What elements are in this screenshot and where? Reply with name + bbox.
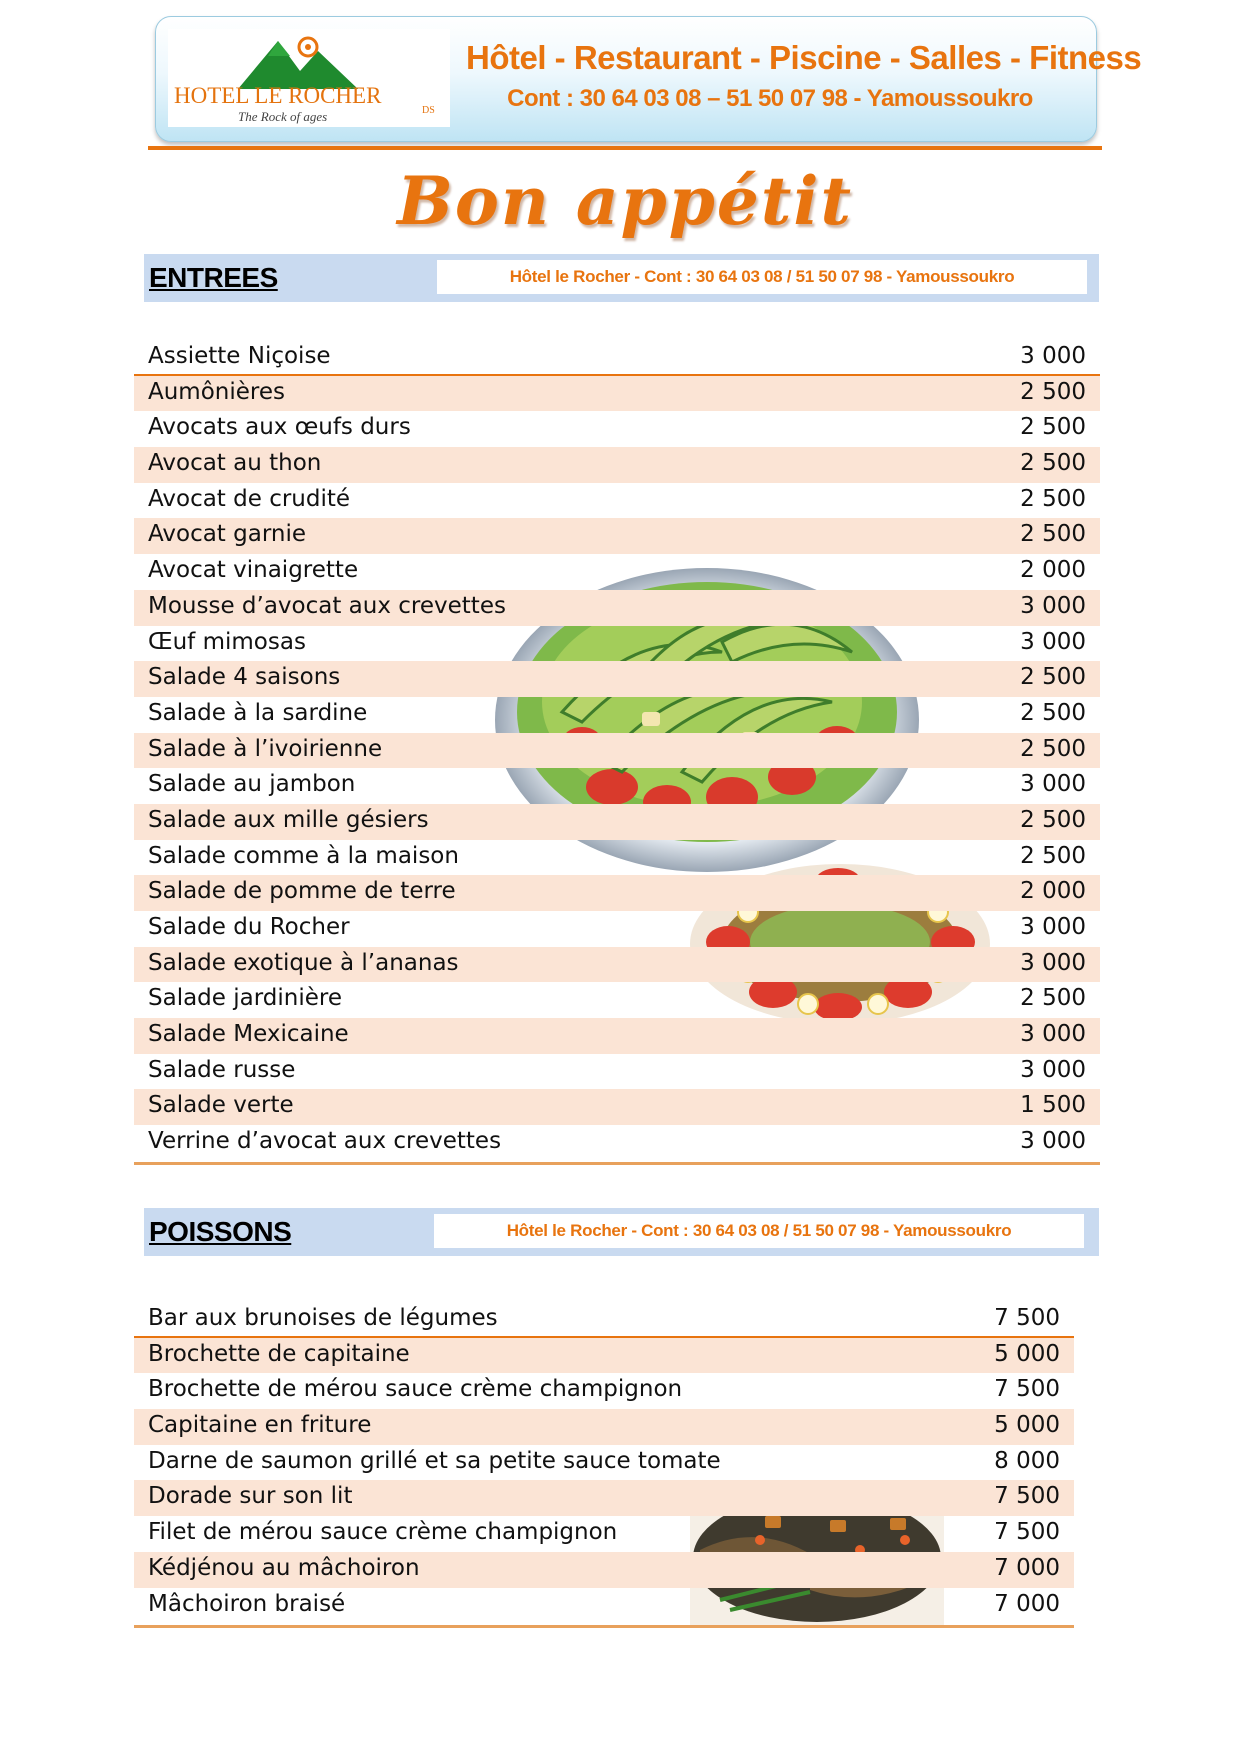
- item-name: Brochette de mérou sauce crème champignon: [148, 1376, 683, 1403]
- item-name: Salade aux mille gésiers: [148, 806, 429, 833]
- contact-line: Cont : 30 64 03 08 – 51 50 07 98 - Yamoussoukro: [507, 85, 1033, 112]
- item-price: 3 000: [1020, 1056, 1086, 1083]
- item-price: 7 500: [994, 1305, 1060, 1331]
- list-item: [134, 1516, 1074, 1552]
- list-item: [134, 1588, 1074, 1624]
- entrees-bottom-rule: [134, 1162, 1100, 1165]
- list-item: [134, 626, 1100, 662]
- logo-tagline: The Rock of ages: [238, 109, 328, 124]
- list-item: [134, 411, 1100, 447]
- item-price: 2 500: [1020, 378, 1086, 405]
- item-price: 2 500: [1020, 450, 1086, 477]
- item-price: 2 500: [1020, 664, 1086, 691]
- list-item: [134, 447, 1100, 483]
- item-price: 2 500: [1020, 806, 1086, 833]
- list-item: [134, 875, 1100, 911]
- logo-suffix: DS: [422, 105, 435, 116]
- item-name: Bar aux brunoises de légumes: [148, 1305, 498, 1331]
- item-name: Verrine d’avocat aux crevettes: [148, 1128, 502, 1155]
- item-price: 3 000: [1020, 771, 1086, 798]
- item-price: 3 000: [1020, 628, 1086, 655]
- item-name: Salade verte: [148, 1092, 294, 1119]
- item-price: 3 000: [1020, 949, 1086, 976]
- list-item: [134, 1373, 1074, 1409]
- item-price: 3 000: [1020, 1128, 1086, 1155]
- item-name: Mâchoiron braisé: [148, 1590, 346, 1617]
- item-name: Salade 4 saisons: [148, 664, 341, 691]
- list-item: [134, 661, 1100, 697]
- header-banner: [155, 16, 1142, 142]
- item-price: 1 500: [1020, 1092, 1086, 1119]
- list-item: [134, 1054, 1100, 1090]
- item-name: Assiette Niçoise: [148, 343, 331, 369]
- item-name: Salade exotique à l’ananas: [148, 949, 459, 976]
- list-item: [134, 911, 1100, 947]
- item-name: Avocat de crudité: [148, 485, 351, 512]
- list-item: [134, 733, 1100, 769]
- list-item: [134, 518, 1100, 554]
- list-item: [134, 1018, 1100, 1054]
- item-name: Capitaine en friture: [148, 1412, 372, 1439]
- list-item: [134, 768, 1100, 804]
- list-item: [134, 697, 1100, 733]
- item-name: Aumônières: [148, 378, 285, 405]
- list-item: [134, 483, 1100, 519]
- item-name: Salade à l’ivoirienne: [148, 735, 383, 762]
- item-price: 8 000: [994, 1447, 1060, 1474]
- list-item: [134, 1480, 1074, 1516]
- section-header-entrees: [144, 254, 1099, 302]
- item-name: Avocats aux œufs durs: [148, 414, 411, 441]
- item-price: 2 000: [1020, 557, 1086, 584]
- item-price: 2 500: [1020, 414, 1086, 441]
- item-name: Avocat garnie: [148, 521, 307, 548]
- item-name: Salade jardinière: [148, 985, 342, 1012]
- item-price: 3 000: [1020, 592, 1086, 619]
- list-item: [134, 1125, 1100, 1161]
- list-item: [134, 1089, 1100, 1125]
- list-item: [134, 982, 1100, 1018]
- list-item: [134, 840, 1100, 876]
- item-name: Darne de saumon grillé et sa petite sauce tomate: [148, 1447, 721, 1474]
- list-item: [134, 1302, 1074, 1338]
- list-item: [134, 1338, 1074, 1374]
- list-item: [134, 1445, 1074, 1481]
- item-name: Dorade sur son lit: [148, 1483, 353, 1510]
- section-title: POISSONS: [149, 1216, 292, 1247]
- item-price: 2 500: [1020, 485, 1086, 512]
- list-item: [134, 1552, 1074, 1588]
- header-divider: [148, 146, 1102, 150]
- list-item: [134, 340, 1100, 376]
- item-name: Mousse d’avocat aux crevettes: [148, 592, 506, 619]
- section-contact: Hôtel le Rocher - Cont : 30 64 03 08 / 51 50 07 98 - Yamoussoukro: [434, 1214, 1084, 1248]
- item-price: 5 000: [994, 1340, 1060, 1367]
- list-item: [134, 376, 1100, 412]
- item-name: Salade Mexicaine: [148, 1021, 349, 1048]
- logo-name: HOTEL LE ROCHER: [174, 83, 382, 108]
- item-name: Salade russe: [148, 1056, 296, 1083]
- entrees-list: [134, 340, 1100, 1161]
- list-item: [134, 1409, 1074, 1445]
- item-price: 7 000: [994, 1554, 1060, 1581]
- item-price: 7 000: [994, 1590, 1060, 1617]
- section-contact: Hôtel le Rocher - Cont : 30 64 03 08 / 51 50 07 98 - Yamoussoukro: [437, 260, 1087, 294]
- item-price: 3 000: [1020, 914, 1086, 940]
- item-price: 7 500: [994, 1483, 1060, 1510]
- item-price: 2 500: [1020, 842, 1086, 869]
- item-name: Salade comme à la maison: [148, 842, 459, 869]
- item-name: Salade du Rocher: [148, 914, 350, 940]
- item-name: Brochette de capitaine: [148, 1340, 410, 1367]
- item-price: 2 500: [1020, 985, 1086, 1012]
- item-price: 5 000: [994, 1412, 1060, 1439]
- item-price: 2 500: [1020, 699, 1086, 726]
- list-item: [134, 947, 1100, 983]
- list-item: [134, 804, 1100, 840]
- item-name: Salade de pomme de terre: [148, 878, 456, 905]
- item-price: 7 500: [994, 1519, 1060, 1546]
- section-title: ENTREES: [149, 262, 278, 293]
- item-price: 3 000: [1020, 343, 1086, 369]
- hotel-logo: [168, 29, 450, 127]
- list-item: [134, 590, 1100, 626]
- poissons-list: [134, 1302, 1074, 1623]
- item-price: 2 000: [1020, 878, 1086, 905]
- item-name: Filet de mérou sauce crème champignon: [148, 1519, 618, 1546]
- item-name: Salade à la sardine: [148, 699, 368, 726]
- item-name: Kédjénou au mâchoiron: [148, 1554, 420, 1581]
- item-price: 7 500: [994, 1376, 1060, 1403]
- section-header-poissons: [144, 1208, 1099, 1256]
- item-name: Avocat au thon: [148, 450, 322, 477]
- item-price: 2 500: [1020, 735, 1086, 762]
- item-name: Œuf mimosas: [148, 628, 306, 655]
- item-name: Salade au jambon: [148, 771, 356, 798]
- item-name: Avocat vinaigrette: [148, 557, 359, 584]
- list-item: [134, 554, 1100, 590]
- bon-appetit-title: Bon appétit: [397, 162, 853, 240]
- services-line: Hôtel - Restaurant - Piscine - Salles - Fitness: [466, 39, 1142, 76]
- item-price: 3 000: [1020, 1021, 1086, 1048]
- poissons-bottom-rule: [134, 1625, 1074, 1628]
- item-price: 2 500: [1020, 521, 1086, 548]
- mountain-logo-icon: [238, 31, 378, 91]
